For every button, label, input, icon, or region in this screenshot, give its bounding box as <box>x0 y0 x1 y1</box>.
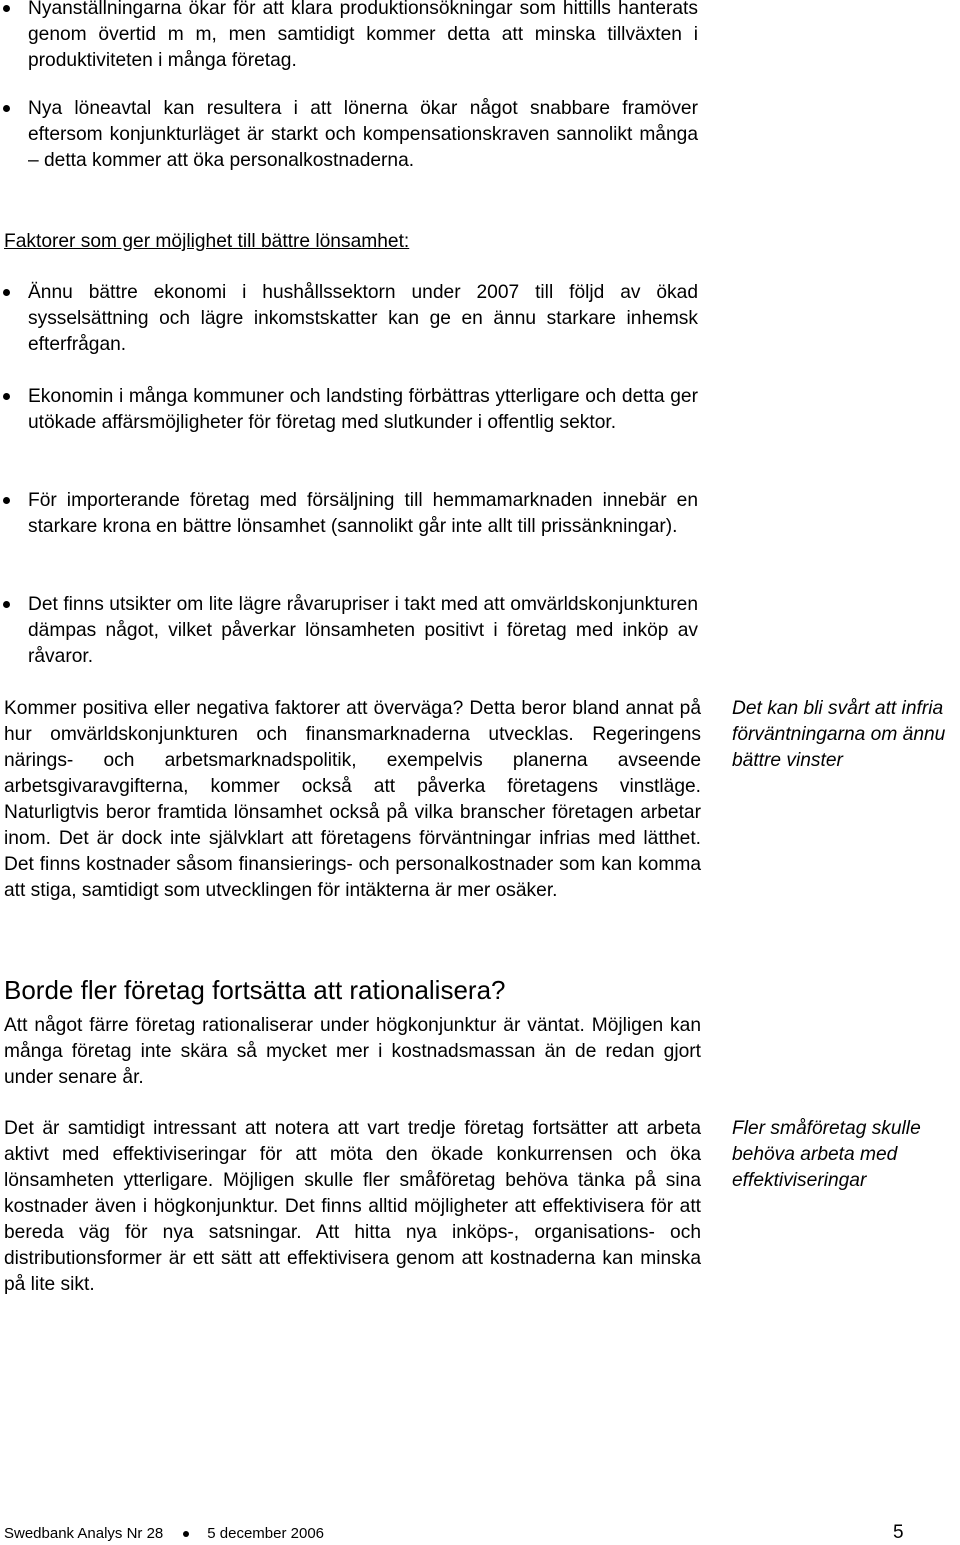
bullet-text: För importerande företag med försäljning till hemmamarknaden innebär en starkare krona en bättre lönsamhet (sannolikt går inte allt till prissänkningar). <box>28 490 698 537</box>
bullet-icon <box>0 592 28 670</box>
body-paragraph <box>4 696 701 904</box>
subheading: Faktorer som ger möjlighet till bättre lönsamhet: <box>4 231 410 252</box>
bullet-text: Ännu bättre ekonomi i hushållssektorn under 2007 till följd av ökad sysselsättning och lägre inkomstskatter kan ge en ännu starkare inhemsk efterfrågan. <box>28 282 698 355</box>
bullet-item <box>0 488 698 540</box>
body-paragraph <box>4 1013 701 1091</box>
page-footer <box>4 1525 324 1543</box>
bullet-text: Det finns utsikter om lite lägre råvarupriser i takt med att omvärldskonjunkturen dämpas något, vilket påverkar lönsamheten positivt i företag med inköp av råvaror. <box>28 594 698 667</box>
bullet-icon <box>0 96 28 174</box>
body-paragraph <box>4 1116 701 1298</box>
bullet-icon <box>0 280 28 358</box>
paragraph-text: Det är samtidigt intressant att notera att vart tredje företag fortsätter att arbeta aktivt med effektiviseringar för att möta den ökade konkurrensen och öka lönsamheten ytterligare. Möjligen skulle fler småföretag behöva tänka på sina kostnader även i högkonjunktur. Det finns alltid möjligheter att effektivisera för att bereda väg för nya satsningar. Att hitta nya inköps-, organisations- och distributionsformer är ett sätt att effektivisera genom att kostnaderna kan minska på lite sikt. <box>4 1118 701 1295</box>
bullet-icon <box>183 1531 189 1537</box>
bullet-text: Nya löneavtal kan resultera i att lönerna ökar något snabbare framöver eftersom konjunkturläget är starkt och kompensationskraven sannolikt många – detta kommer att öka personalkostnaderna. <box>28 98 698 171</box>
bullet-icon <box>0 488 28 540</box>
page-number: 5 <box>893 1522 904 1543</box>
bullet-item <box>0 96 698 174</box>
bullet-icon <box>0 384 28 436</box>
bullet-icon <box>0 0 28 74</box>
section-heading: Borde fler företag fortsätta att rationalisera? <box>4 975 506 1005</box>
footer-date: 5 december 2006 <box>207 1525 325 1542</box>
bullet-item <box>0 592 698 670</box>
bullet-item <box>0 280 698 358</box>
footer-publication: Swedbank Analys Nr 28 <box>4 1525 164 1542</box>
bullet-item <box>0 0 698 74</box>
paragraph-text: Kommer positiva eller negativa faktorer att överväga? Detta beror bland annat på hur omvärldskonjunkturen och finansmarknaderna utvecklas. Regeringens närings- och arbetsmarknadspolitik, exempelvis planerna avseende arbetsgivaravgifterna, kommer också att påverka företagens vinstläge. Naturligtvis beror framtida lönsamhet också på vilka branscher företagen arbetar inom. Det är dock inte självklart att företagens förväntningar infrias med lätthet. Det finns kostnader såsom finansierings- och personalkostnader som kan komma att stiga, samtidigt som utvecklingen för intäkterna är mer osäker. <box>4 698 701 901</box>
margin-note: Fler småföretag skulle behöva arbeta med effektiviseringar <box>732 1118 921 1191</box>
paragraph-text: Att något färre företag rationaliserar under högkonjunktur är väntat. Möjligen kan många företag inte skära så mycket mer i kostnadsmassan än de redan gjort under senare år. <box>4 1015 701 1088</box>
bullet-text: Ekonomin i många kommuner och landsting förbättras ytterligare och detta ger utökade affärsmöjligheter för företag med slutkunder i offentlig sektor. <box>28 386 698 433</box>
margin-note: Det kan bli svårt att infria förväntningarna om ännu bättre vinster <box>732 698 946 771</box>
bullet-text: Nyanställningarna ökar för att klara produktionsökningar som hittills hanterats genom övertid m m, men samtidigt kommer detta att minska tillväxten i produktiviteten i många företag. <box>28 0 698 71</box>
bullet-item <box>0 384 698 436</box>
